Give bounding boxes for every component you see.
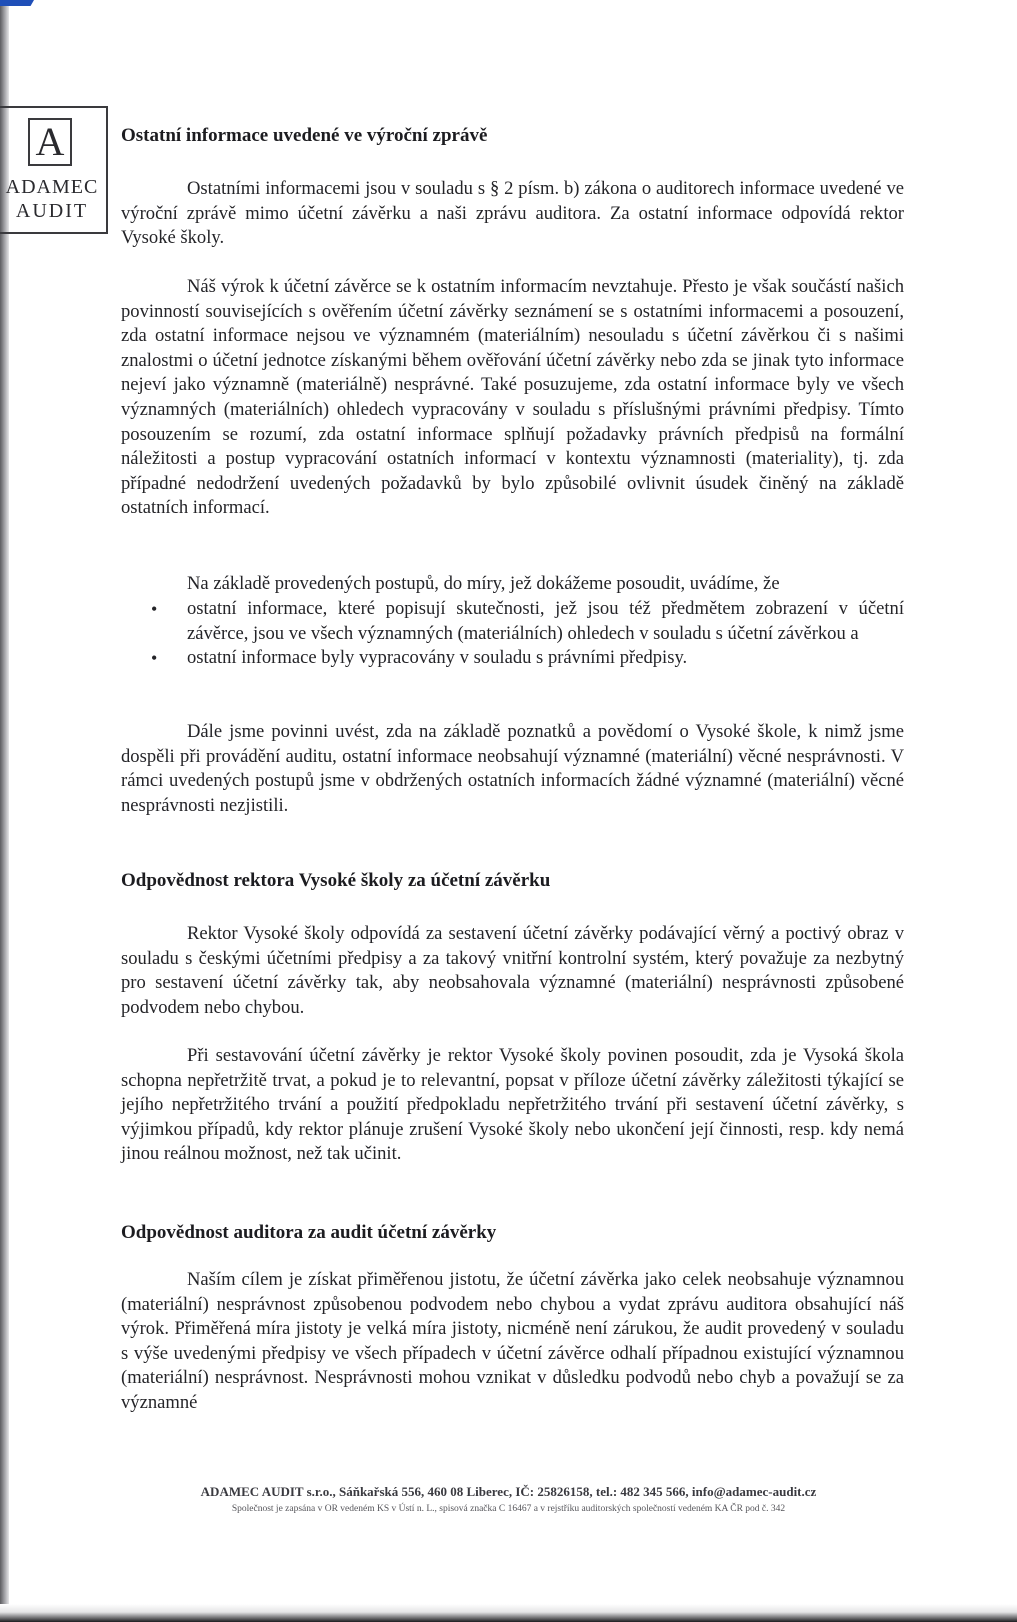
section-heading-rector-responsibility: Odpovědnost rektora Vysoké školy za účetní závěrku <box>121 870 551 891</box>
list-item <box>121 646 904 671</box>
blue-pen-mark <box>0 0 34 6</box>
page-bottom-edge <box>0 1604 1017 1622</box>
logo-letter-box <box>28 118 72 166</box>
paragraph: Náš výrok k účetní závěrce se k ostatním informacím nevztahuje. Přesto je však součástí našich povinností souvisejících s ověřením účetní závěrky seznámení se s ostatními informacemi a posouzení, zda ostatní informace nejsou ve významném (materiálním) nesouladu s účetní závěrkou či s našimi znalostmi o účetní jednotce získanými během ověřování účetní závěrky nebo zda se jinak tyto informace nejeví jako významně (materiálně) nesprávné. Také posuzujeme, zda ostatní informace byly ve všech významných (materiálních) ohledech vypracovány v souladu s příslušnými právními předpisy. Tímto posouzením se rozumí, zda ostatní informace splňují požadavky právních předpisů na formální náležitosti a postup vypracování ostatních informací v kontextu významnosti (materiality), tj. zda případné nedodržení uvedených požadavků by bylo způsobilé ovlivnit úsudek činěný na základě ostatních informací. <box>121 276 904 519</box>
list-item-text: ostatní informace byly vypracovány v souladu s právními předpisy. <box>187 647 688 669</box>
section-heading-other-information: Ostatní informace uvedené ve výroční zprávě <box>121 125 488 146</box>
list-item-text: ostatní informace, které popisují skutečnosti, jež jsou též předmětem zobrazení v účetní závěrce, jsou ve všech významných (materiálních) ohledech v souladu s účetní závěrkou a <box>187 598 904 644</box>
bullet-list <box>121 597 904 671</box>
company-logo <box>0 106 108 234</box>
paragraph: Naším cílem je získat přiměřenou jistotu, že účetní závěrka jako celek neobsahuje významnou (materiální) nesprávnost způsobenou podvodem nebo chybou a vydat zprávu auditora obsahující náš výrok. Přiměřená míra jistoty je velká míra jistoty, nicméně není zárukou, že audit provedený v souladu s výše uvedenými předpisy ve všech případech v účetní závěrce odhalí případnou existující významnou (materiální) nesprávnost. Nesprávnosti mohou vznikat v důsledku podvodů nebo chyb a považují se za významné <box>121 1269 904 1413</box>
section-heading-auditor-responsibility: Odpovědnost auditora za audit účetní závěrky <box>121 1222 497 1243</box>
logo-letter: A <box>35 119 65 164</box>
paragraph: Rektor Vysoké školy odpovídá za sestavení účetní závěrky podávající věrný a poctivý obraz v souladu s českými účetními předpisy a za takový vnitřní kontrolní systém, který považuje za nezbytný pro sestavení účetní závěrky tak, aby neobsahovala významné (materiální) nesprávnosti způsobené podvodem nebo chybou. <box>121 923 904 1018</box>
bullet-icon: • <box>151 648 158 669</box>
logo-name-line1: ADAMEC <box>5 176 99 198</box>
logo-name-line2: AUDIT <box>15 200 89 222</box>
footer-company-info: ADAMEC AUDIT s.r.o., Sáňkařská 556, 460 08 Liberec, IČ: 25826158, tel.: 482 345 566, info@adamec-audit.cz <box>200 1484 817 1499</box>
paragraph: Při sestavování účetní závěrky je rektor Vysoké školy povinen posoudit, zda je Vysoká škola schopna nepřetržitě trvat, a pokud je to relevantní, popsat v příloze účetní závěrky záležitosti týkající se jejího nepřetržitého trvání a použití předpokladu nepřetržitého trvání při sestavení účetní závěrky, s výjimkou případů, kdy rektor plánuje zrušení Vysoké školy nebo ukončení její činnosti, resp. kdy nemá jinou reálnou možnost, než tak učinit. <box>121 1045 904 1165</box>
footer-registration-info: Společnost je zapsána v OR vedeném KS v Ústí n. L., spisová značka C 16467 a v rejstříku auditorských společností vedeném KA ČR pod č. 342 <box>231 1504 786 1514</box>
paragraph: Na základě provedených postupů, do míry, jež dokážeme posoudit, uvádíme, že <box>187 573 780 594</box>
paragraph: Ostatními informacemi jsou v souladu s § 2 písm. b) zákona o auditorech informace uvedené ve výroční zprávě mimo účetní závěrku a naši zprávu auditora. Za ostatní informace odpovídá rektor Vysoké školy. <box>121 178 904 249</box>
list-item <box>121 597 904 646</box>
binding-shadow <box>0 0 9 1622</box>
bullet-icon: • <box>151 599 158 619</box>
paragraph: Dále jsme povinni uvést, zda na základě poznatků a povědomí o Vysoké škole, k nimž jsme dospěli při provádění auditu, ostatní informace neobsahují významné (materiální) věcné nesprávnosti. V rámci uvedených postupů jsme v obdržených ostatních informacích žádné významné (materiální) věcné nesprávnosti nezjistili. <box>121 721 904 816</box>
